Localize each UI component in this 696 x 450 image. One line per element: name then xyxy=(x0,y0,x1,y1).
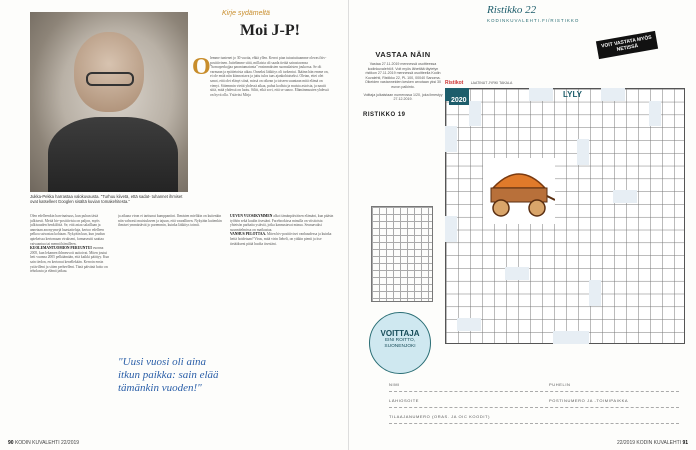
answers-note: Voittaja julkaistaan numerossa 1/20, joka ilmestyy 27.12.2019. xyxy=(363,92,443,102)
clue-cell xyxy=(577,139,589,165)
subscriber-field[interactable] xyxy=(389,414,679,424)
clue-cell xyxy=(445,216,457,242)
address-field-label: LÄHIOSOITE xyxy=(389,398,420,403)
grid-credits: LAATINUT JYRKI TAKALA xyxy=(470,81,513,85)
wagon-illustration xyxy=(483,158,555,224)
winner-badge xyxy=(369,312,431,374)
clue-lyly: LYLY xyxy=(563,90,582,99)
article-column-1 xyxy=(30,214,110,440)
letter-kicker: Kirje sydämeltä xyxy=(222,10,270,17)
winner-name: EINI ROITTO, SUONENJOKI xyxy=(384,338,416,349)
clue-cell xyxy=(613,190,637,203)
clue-cell xyxy=(529,88,553,101)
previous-puzzle-solution xyxy=(371,206,433,302)
article-body-3: alkoi tämänpäiväisen elämäni, kun pääsin työhön sekä kuulin itsestäni. Facebookissa minulla on viisitoista yhteisön parhaita ystäviä, jotka kannustavat minua. Seuraavaksi suunnitelmissa on matkustaa. xyxy=(230,214,334,232)
article-column-3 xyxy=(230,214,335,440)
winner-title: VOITTAJA xyxy=(380,329,420,338)
letter-title: Moi J-P! xyxy=(240,22,300,39)
letter-body: lemme tuntenet jo 30 vuotta, ehkä yllen. Kerrot pian tutustuttuamme olevasi hiv-positiivinen. Juttelimme siitä, millaista oli saada tietää sairastavansa "homoperkajjaa parantumatonta" ensimmäisten suomalaisten joukossa. Se oli varmaan ja epätietoista aikaa. Onneksi lääkitys oli tarkentui. Ikäänn hän emme on, ei ole enää niin kiinnostava ja juttu tulos taas ajankohtaiseksi. Oletan, ettei olet sanot, että olet elänyt siinä, missä on oikean ja toiseen suuntaan mitä elämä on vienyt. Sittemmin vietät yhdessä aikaa, puhut kodista ja muista asioista, ja nautit siitä, mitä yhdessä on luotu. Silitt, eikä sovi, että se sanoo. Elämänmuuten yhdessä on hyvä olla. Ystäväsi Mirja xyxy=(210,56,329,97)
clue-cell xyxy=(649,101,661,127)
right-footer xyxy=(617,440,688,446)
answers-text: Vastaa 27.11.2019 mennessä osoitteessa kodinkuvalehti.fi. Voit myös lähettää täytetyn ristikon 27.11.2019 mennessä osoitteella Kodin Kuvalehti, Ristikko 22, PL 100, 00040 Sanoma. Oikeiden vastanneiden kesken arvotaan yksi 30 euron palkinto. xyxy=(364,62,442,89)
address-field[interactable] xyxy=(389,398,679,408)
subscriber-field-label: TILAAJANUMERO (ORAS. JA OIC KOODIT) xyxy=(389,414,491,419)
left-footer-date: 22/2019 xyxy=(60,440,80,446)
article-column-2: ja aikana viron ei tarttunut kumppaniini. Ihmisten mielikin on kuitenkin niin vahvasti muistukseen ja tajuun, että vaarallinen. Nykyään kuitenkin ihmiset ymmärtävät jo paremmin, kuinka lääkitys toimii. xyxy=(118,214,222,228)
article-subhead-2: UUVUN VUOSIKYMMEN xyxy=(230,214,273,218)
crossword-grid[interactable] xyxy=(445,88,685,344)
left-page-number: 90 xyxy=(8,440,14,446)
left-footer-magazine: KODIN KUVALEHTI xyxy=(14,440,60,446)
previous-puzzle-label: RISTIKKO 19 xyxy=(363,111,406,118)
right-page-number: 91 xyxy=(682,440,688,446)
letter-dropcap: O xyxy=(192,54,211,80)
right-footer-magazine: KODIN KUVALEHTI xyxy=(636,440,682,446)
left-footer xyxy=(8,440,79,446)
portrait-photo xyxy=(30,12,188,192)
clue-cell xyxy=(601,88,625,101)
portrait-torso xyxy=(48,117,178,192)
postal-field-label: POSTINUMERO JA -TOIMIPAIKKA xyxy=(549,398,629,403)
clue-cell xyxy=(553,331,589,344)
right-page xyxy=(348,0,696,450)
clue-cell xyxy=(505,267,529,280)
answer-online-tag: VOIT VASTATA MYÖS NETISSÄ xyxy=(596,31,658,59)
grid-header-brand: Ristikot xyxy=(445,80,464,86)
article-body-1: Olen edelleenkin harvinaisuus, kun puhun tästä julkisesti. Meitä hiv-positiivisia on paljon, myös julkisuuden henkilöitä. Se, että asiaa salaillaan ja annetaan anonyymejä haastatteluja, kertoo edelleen pelkoa saivastaa kohtaan. Nykyään kun, kun joudun aptekeissa kertomaan virukseni, farmaseutti saattaa vaivaantua tai mennä hämilleen. xyxy=(30,214,105,246)
article-body-1b: vuonna 2005, kun lekamen ihlmeuvoit auttoivat. Miten joutui heti vuonna 2005 pelkäämään, että kaikki päättyy. Kun sain tiedon, en kertonut kenellekään. Kerroin ensin ystävilleni ja sitten perheelleni. Tänä päivänä hoito on tehokasta ja elämä jatkuu. xyxy=(30,246,110,274)
phone-field-label: PUHELIN xyxy=(549,382,571,387)
pull-quote: "Uusi vuosi oli aina itkun paikka: sain elää tämänkin vuoden!" xyxy=(118,356,219,394)
clue-cell xyxy=(445,126,457,152)
article-subhead-3: VANHUS PELOTTAA. xyxy=(230,232,267,237)
name-field-label: NIMI xyxy=(389,382,400,387)
photo-caption: Jukka-Pekka harrastaa valokuvausta. "Turhuu kiivetä, että sadat- tuhannet ihmiset ovat katselleet Googlen sisältä kuvian tomakehitesta." xyxy=(30,194,183,204)
instructions-sidebar xyxy=(363,50,443,118)
puzzle-title: Ristikko 22 xyxy=(487,4,537,16)
clue-cell xyxy=(469,101,481,127)
portrait-glasses xyxy=(86,72,134,86)
name-field[interactable] xyxy=(389,382,679,392)
puzzle-subtitle: KODINKUVALEHTI.FI/RISTIKKO xyxy=(487,18,580,23)
clue-cell xyxy=(457,318,481,331)
answers-title: VASTAA NÄIN xyxy=(375,50,431,59)
clue-cell xyxy=(589,280,601,306)
year-cell: 2020 xyxy=(451,97,467,104)
article-subhead-1: KUOLEMANTUOMION PERUUNTUI xyxy=(30,246,92,251)
right-footer-date: 22/2019 xyxy=(616,440,636,446)
article-body-4: Miten hiv-positiiviset vanhuudessa ja kuinka heitä hoidetaan? Virus, mitä virin lieheli, on ytäkin pienii ja itse tietääkseni pitää huolta itsestäni. xyxy=(230,232,332,246)
